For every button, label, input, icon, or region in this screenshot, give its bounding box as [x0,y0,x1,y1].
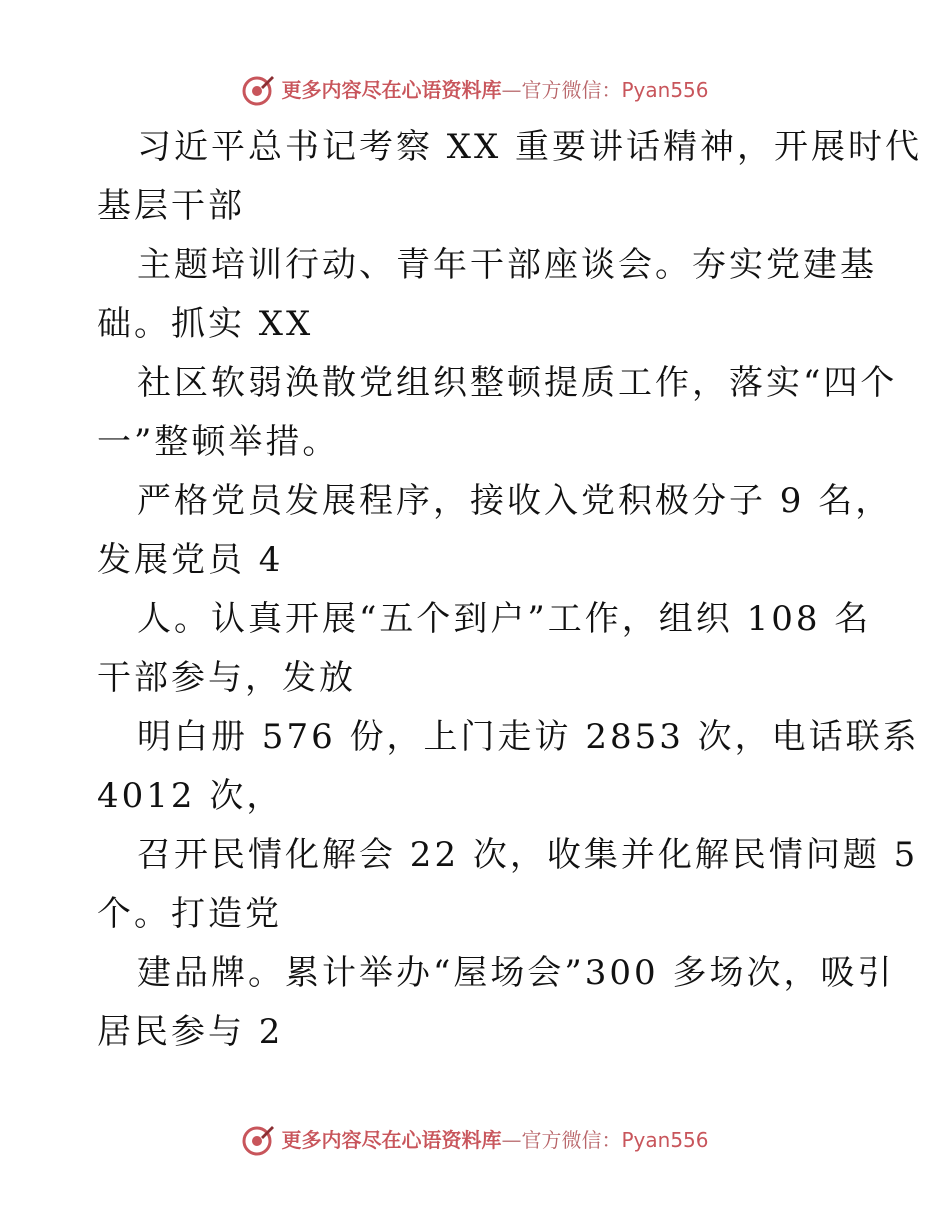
banner-wechat-id: Pyan556 [621,78,709,102]
document-body [97,118,923,1062]
body-line: 发展党员 4 [97,540,284,580]
body-line: 建品牌。累计举办“屋场会”300 多场次，吸引 [137,953,895,993]
body-line: 人。认真开展“五个到户”工作，组织 108 名 [137,599,872,639]
pen-logo-icon [241,1123,275,1157]
body-line: 社区软弱涣散党组织整顿提质工作，落实“四个 [137,363,898,403]
body-line: 严格党员发展程序，接收入党积极分子 9 名， [137,481,893,521]
pen-logo-icon [241,73,275,107]
banner-wechat-label: 官方微信： [521,78,622,102]
body-line: 居民参与 2 [97,1012,284,1052]
body-line: 个。打造党 [97,894,282,934]
body-line: 础。抓实 XX [97,304,314,344]
body-line: 4012 次， [97,776,284,816]
body-line: 主题培训行动、青年干部座谈会。夯实党建基 [137,245,877,285]
banner-site-name: 更多内容尽在心语资料库 [281,78,502,102]
banner-site-name: 更多内容尽在心语资料库 [281,1128,502,1152]
banner-wechat-id: Pyan556 [621,1128,709,1152]
header-banner [0,70,950,110]
body-line: 召开民情化解会 22 次，收集并化解民情问题 5 [137,835,919,875]
banner-dash: — [501,1128,522,1152]
body-line: 一”整顿举措。 [97,422,340,462]
footer-banner [0,1120,950,1160]
body-line: 干部参与，发放 [97,658,356,698]
banner-dash: — [501,78,522,102]
body-line: 习近平总书记考察 XX 重要讲话精神，开展时代 [137,127,923,167]
body-line: 基层干部 [97,186,245,226]
body-line: 明白册 576 份，上门走访 2853 次，电话联系 [137,717,920,757]
banner-wechat-label: 官方微信： [521,1128,622,1152]
